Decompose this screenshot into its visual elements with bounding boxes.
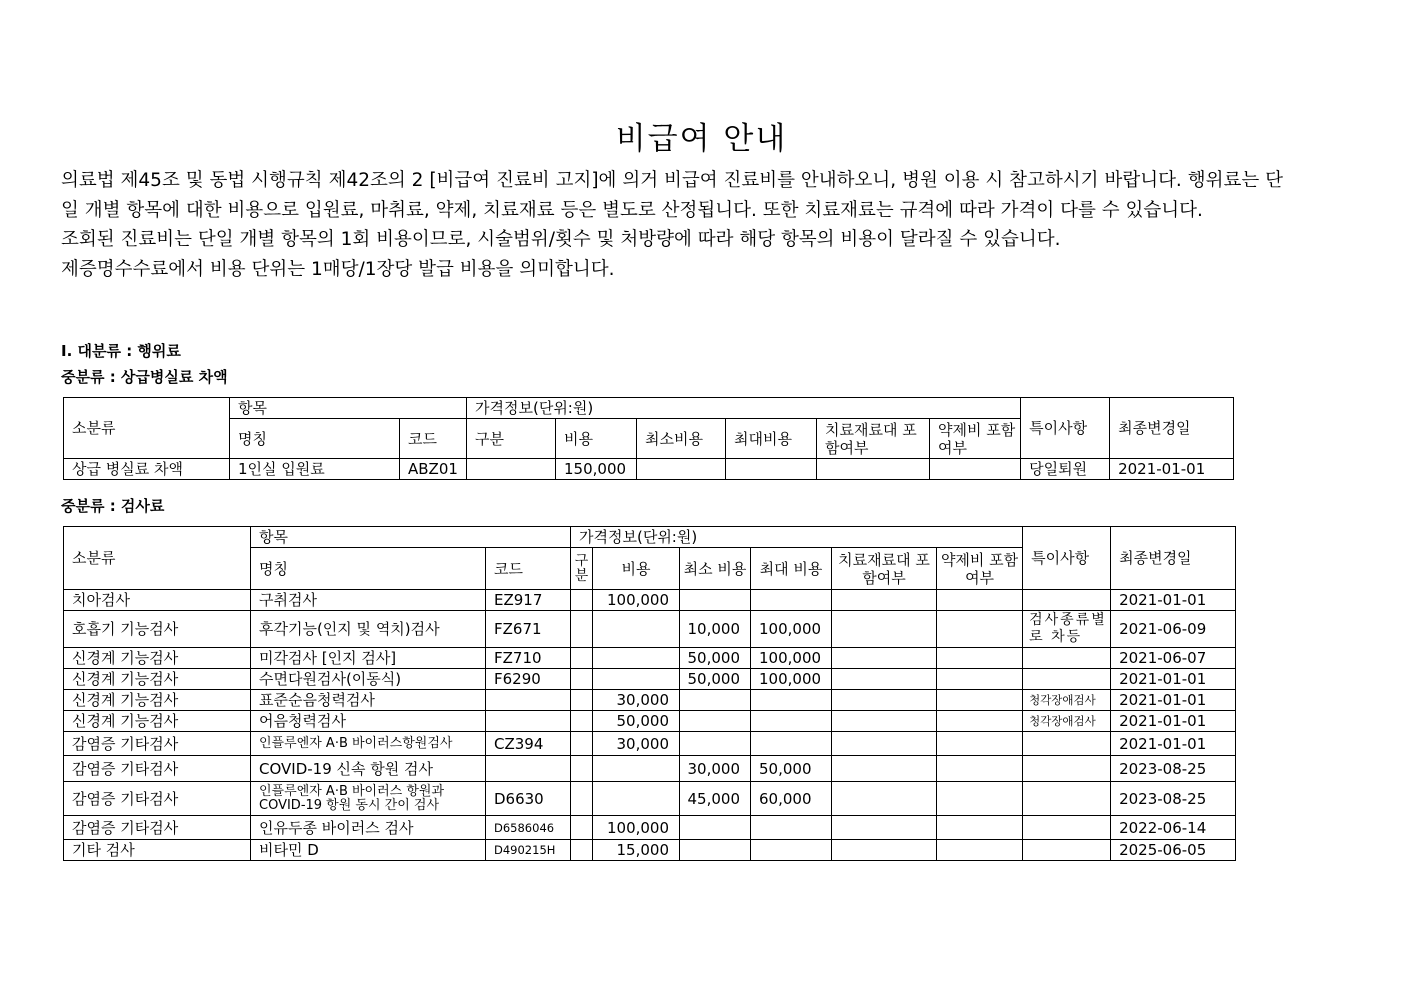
cell-kind bbox=[571, 840, 593, 861]
cell-code bbox=[486, 756, 571, 782]
cell-drug bbox=[937, 669, 1023, 690]
cell-date: 2021-06-07 bbox=[1111, 648, 1236, 669]
cell-max: 100,000 bbox=[751, 611, 832, 648]
header-price-info: 가격정보(단위:원) bbox=[571, 527, 1023, 548]
cell-cost: 150,000 bbox=[556, 459, 637, 480]
cell-material bbox=[832, 669, 937, 690]
cell-sub: 신경계 기능검사 bbox=[64, 690, 251, 711]
cell-min: 10,000 bbox=[680, 611, 751, 648]
cell-date: 2021-01-01 bbox=[1110, 459, 1234, 480]
intro-paragraph-3: 제증명수수료에서 비용 단위는 1매당/1장당 발급 비용을 의미합니다. bbox=[61, 258, 615, 280]
cell-name: 인플루엔자 A·B 바이러스항원검사 bbox=[251, 732, 486, 756]
cell-drug bbox=[937, 782, 1023, 816]
cell-sub: 호흡기 기능검사 bbox=[64, 611, 251, 648]
cell-max bbox=[751, 840, 832, 861]
cell-max: 60,000 bbox=[751, 782, 832, 816]
cell-min bbox=[680, 732, 751, 756]
header-material-included: 치료재료대 포함여부 bbox=[817, 419, 930, 459]
cell-kind bbox=[571, 711, 593, 732]
cell-note: 청각장애검사 bbox=[1023, 690, 1111, 711]
table-row bbox=[64, 669, 1236, 690]
section-heading-tests: 중분류 : 검사료 bbox=[61, 497, 165, 515]
header-cost: 비용 bbox=[556, 419, 637, 459]
major-category-heading: I. 대분류 : 행위료 bbox=[61, 342, 181, 360]
cell-material bbox=[832, 782, 937, 816]
cell-sub: 기타 검사 bbox=[64, 840, 251, 861]
cell-kind bbox=[571, 782, 593, 816]
cell-drug bbox=[937, 840, 1023, 861]
cell-code: ABZ01 bbox=[400, 459, 467, 480]
header-sub-category: 소분류 bbox=[64, 527, 251, 590]
cell-max: 50,000 bbox=[751, 756, 832, 782]
table-row bbox=[64, 840, 1236, 861]
header-max-cost: 최대 비용 bbox=[751, 548, 832, 590]
cell-max: 100,000 bbox=[751, 669, 832, 690]
cell-drug bbox=[937, 611, 1023, 648]
cell-date: 2021-01-01 bbox=[1111, 711, 1236, 732]
cell-note: 당일퇴원 bbox=[1021, 459, 1110, 480]
cell-material bbox=[832, 711, 937, 732]
table-row bbox=[64, 732, 1236, 756]
cell-min: 30,000 bbox=[680, 756, 751, 782]
cell-code: CZ394 bbox=[486, 732, 571, 756]
cell-sub: 신경계 기능검사 bbox=[64, 711, 251, 732]
cell-cost: 100,000 bbox=[593, 816, 680, 840]
cell-max bbox=[751, 732, 832, 756]
cell-kind bbox=[571, 756, 593, 782]
cell-sub: 감염증 기타검사 bbox=[64, 756, 251, 782]
cell-material bbox=[832, 756, 937, 782]
cell-date: 2025-06-05 bbox=[1111, 840, 1236, 861]
cell-note: 검사종류별로 차등 bbox=[1023, 611, 1111, 648]
cell-note bbox=[1023, 840, 1111, 861]
cell-sub: 감염증 기타검사 bbox=[64, 816, 251, 840]
cell-sub: 감염증 기타검사 bbox=[64, 782, 251, 816]
cell-drug bbox=[937, 711, 1023, 732]
cell-date: 2023-08-25 bbox=[1111, 756, 1236, 782]
cell-name: 어음청력검사 bbox=[251, 711, 486, 732]
cell-date: 2022-06-14 bbox=[1111, 816, 1236, 840]
cell-note bbox=[1023, 732, 1111, 756]
cell-sub: 감염증 기타검사 bbox=[64, 732, 251, 756]
cell-code: D6586046 bbox=[486, 816, 571, 840]
cell-sub: 치아검사 bbox=[64, 590, 251, 611]
cell-name: 미각검사 [인지 검사] bbox=[251, 648, 486, 669]
cell-date: 2021-01-01 bbox=[1111, 690, 1236, 711]
header-min-cost: 최소 비용 bbox=[680, 548, 751, 590]
header-drug-included: 약제비 포함여부 bbox=[937, 548, 1023, 590]
cell-note bbox=[1023, 816, 1111, 840]
cell-date: 2021-01-01 bbox=[1111, 669, 1236, 690]
cell-material bbox=[832, 690, 937, 711]
cell-name: 1인실 입원료 bbox=[230, 459, 400, 480]
header-min-cost: 최소비용 bbox=[637, 419, 726, 459]
header-last-modified: 최종변경일 bbox=[1110, 398, 1234, 459]
section-heading-ward: 중분류 : 상급병실료 차액 bbox=[61, 368, 228, 386]
header-price-info: 가격정보(단위:원) bbox=[467, 398, 1021, 419]
header-note: 특이사항 bbox=[1021, 398, 1110, 459]
cell-cost: 15,000 bbox=[593, 840, 680, 861]
cell-max: 100,000 bbox=[751, 648, 832, 669]
cell-note bbox=[1023, 590, 1111, 611]
cell-cost: 30,000 bbox=[593, 732, 680, 756]
cell-kind bbox=[571, 816, 593, 840]
table-row bbox=[64, 756, 1236, 782]
cell-name: 인플루엔자 A·B 바이러스 항원과 COVID-19 항원 동시 간이 검사 bbox=[251, 782, 486, 816]
header-sub-category: 소분류 bbox=[64, 398, 230, 459]
cell-note bbox=[1023, 782, 1111, 816]
cell-note: 청각장애검사 bbox=[1023, 711, 1111, 732]
cell-note bbox=[1023, 756, 1111, 782]
cell-kind bbox=[571, 732, 593, 756]
cell-cost: 50,000 bbox=[593, 711, 680, 732]
table-row bbox=[64, 648, 1236, 669]
table-row bbox=[64, 816, 1236, 840]
header-kind: 구분 bbox=[571, 548, 593, 590]
table-row bbox=[64, 611, 1236, 648]
cell-cost bbox=[593, 648, 680, 669]
header-name: 명칭 bbox=[230, 419, 400, 459]
header-drug-included: 약제비 포함여부 bbox=[930, 419, 1021, 459]
table-row bbox=[64, 590, 1236, 611]
cell-material bbox=[832, 816, 937, 840]
cell-code: FZ710 bbox=[486, 648, 571, 669]
table-row bbox=[64, 459, 1234, 480]
intro-paragraph-2: 조회된 진료비는 단일 개별 항목의 1회 비용이므로, 시술범위/횟수 및 처방량에 따라 해당 항목의 비용이 달라질 수 있습니다. bbox=[61, 229, 1061, 250]
fee-table-tests bbox=[63, 526, 1236, 861]
cell-name: 표준순음청력검사 bbox=[251, 690, 486, 711]
cell-drug bbox=[930, 459, 1021, 480]
cell-min bbox=[680, 711, 751, 732]
cell-min bbox=[680, 590, 751, 611]
page-title: 비급여 안내 bbox=[615, 121, 788, 157]
table-row bbox=[64, 711, 1236, 732]
cell-kind bbox=[571, 690, 593, 711]
cell-code: F6290 bbox=[486, 669, 571, 690]
cell-kind bbox=[571, 669, 593, 690]
cell-kind bbox=[467, 459, 556, 480]
cell-min: 50,000 bbox=[680, 669, 751, 690]
cell-name: 인유두종 바이러스 검사 bbox=[251, 816, 486, 840]
cell-code bbox=[486, 690, 571, 711]
header-last-modified: 최종변경일 bbox=[1111, 527, 1236, 590]
cell-name: COVID-19 신속 항원 검사 bbox=[251, 756, 486, 782]
cell-name: 구취검사 bbox=[251, 590, 486, 611]
header-item: 항목 bbox=[230, 398, 467, 419]
cell-cost: 100,000 bbox=[593, 590, 680, 611]
intro-text bbox=[61, 166, 1283, 284]
header-item: 항목 bbox=[251, 527, 571, 548]
cell-material bbox=[832, 611, 937, 648]
table-row bbox=[64, 690, 1236, 711]
cell-cost bbox=[593, 611, 680, 648]
cell-min bbox=[680, 816, 751, 840]
header-material-included: 치료재료대 포함여부 bbox=[832, 548, 937, 590]
cell-name: 비타민 D bbox=[251, 840, 486, 861]
cell-min bbox=[680, 840, 751, 861]
cell-kind bbox=[571, 611, 593, 648]
cell-date: 2021-06-09 bbox=[1111, 611, 1236, 648]
cell-drug bbox=[937, 732, 1023, 756]
header-kind: 구분 bbox=[467, 419, 556, 459]
cell-drug bbox=[937, 648, 1023, 669]
cell-min bbox=[680, 690, 751, 711]
cell-kind bbox=[571, 648, 593, 669]
cell-code: D490215H bbox=[486, 840, 571, 861]
header-code: 코드 bbox=[400, 419, 467, 459]
header-max-cost: 최대비용 bbox=[726, 419, 817, 459]
fee-table-ward bbox=[63, 397, 1234, 480]
cell-note bbox=[1023, 669, 1111, 690]
intro-paragraph-1: 의료법 제45조 및 동법 시행규칙 제42조의 2 [비급여 진료비 고지]에 의거 비급여 진료비를 안내하오니, 병원 이용 시 참고하시기 바랍니다. 행위료는 단일 개별 항목에 대한 비용으로 입원료, 마취료, 약제, 치료재료 등은 별도로 산정됩니다. 또한 치료재료는 규격에 따라 가격이 다를 수 있습니다. bbox=[61, 170, 1283, 221]
table-row bbox=[64, 782, 1236, 816]
header-note: 특이사항 bbox=[1023, 527, 1111, 590]
cell-code bbox=[486, 711, 571, 732]
cell-max bbox=[751, 711, 832, 732]
cell-material bbox=[832, 590, 937, 611]
cell-sub: 신경계 기능검사 bbox=[64, 669, 251, 690]
cell-material bbox=[832, 732, 937, 756]
cell-sub: 신경계 기능검사 bbox=[64, 648, 251, 669]
cell-material bbox=[817, 459, 930, 480]
cell-material bbox=[832, 840, 937, 861]
cell-note bbox=[1023, 648, 1111, 669]
cell-code: EZ917 bbox=[486, 590, 571, 611]
cell-cost bbox=[593, 669, 680, 690]
cell-name: 수면다원검사(이동식) bbox=[251, 669, 486, 690]
cell-material bbox=[832, 648, 937, 669]
cell-max bbox=[726, 459, 817, 480]
cell-min bbox=[637, 459, 726, 480]
cell-code: D6630 bbox=[486, 782, 571, 816]
cell-cost bbox=[593, 782, 680, 816]
cell-cost: 30,000 bbox=[593, 690, 680, 711]
cell-drug bbox=[937, 590, 1023, 611]
cell-drug bbox=[937, 816, 1023, 840]
header-code: 코드 bbox=[486, 548, 571, 590]
header-cost: 비용 bbox=[593, 548, 680, 590]
header-name: 명칭 bbox=[251, 548, 486, 590]
cell-kind bbox=[571, 590, 593, 611]
cell-date: 2021-01-01 bbox=[1111, 590, 1236, 611]
cell-drug bbox=[937, 756, 1023, 782]
cell-min: 50,000 bbox=[680, 648, 751, 669]
cell-name: 후각기능(인지 및 역치)검사 bbox=[251, 611, 486, 648]
cell-max bbox=[751, 690, 832, 711]
cell-drug bbox=[937, 690, 1023, 711]
cell-max bbox=[751, 816, 832, 840]
cell-date: 2021-01-01 bbox=[1111, 732, 1236, 756]
cell-cost bbox=[593, 756, 680, 782]
cell-sub: 상급 병실료 차액 bbox=[64, 459, 230, 480]
cell-code: FZ671 bbox=[486, 611, 571, 648]
cell-max bbox=[751, 590, 832, 611]
cell-min: 45,000 bbox=[680, 782, 751, 816]
cell-date: 2023-08-25 bbox=[1111, 782, 1236, 816]
